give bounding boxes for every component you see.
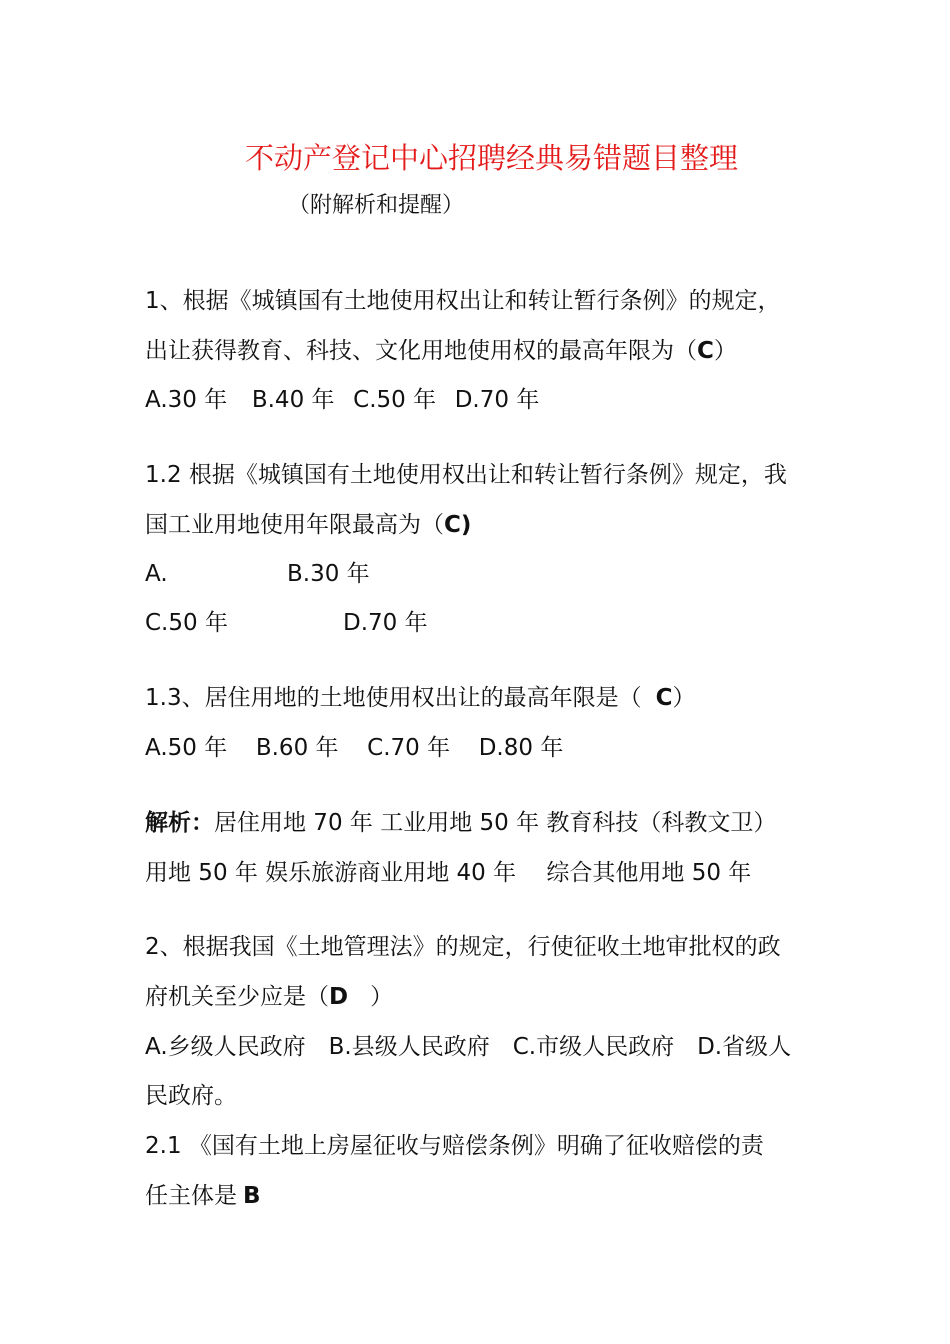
q1-option-c: C.50 年 xyxy=(353,387,437,413)
q2-stem-line2 xyxy=(145,986,393,1009)
analysis-line1 xyxy=(145,812,776,835)
q2-stem-text: 府机关至少应是（ xyxy=(145,984,329,1010)
analysis-label: 解析： xyxy=(145,810,214,836)
q2-1-stem-text: 任主体是 xyxy=(145,1183,237,1209)
q1-answer: C xyxy=(697,338,714,364)
q1-3-option-b: B.60 年 xyxy=(255,735,339,761)
q1-2-stem-line2 xyxy=(145,514,471,537)
q1-stem-text: 出让获得教育、科技、文化用地使用权的最高年限为（ xyxy=(145,338,697,364)
q1-3-option-d: D.80 年 xyxy=(478,735,564,761)
q1-option-b: B.40 年 xyxy=(251,387,335,413)
q1-3-options xyxy=(145,737,563,760)
q1-3-stem xyxy=(145,687,695,710)
q1-2-option-d: D.70 年 xyxy=(343,610,428,636)
q1-2-option-a: A. xyxy=(145,561,168,587)
q2-answer: D xyxy=(329,984,349,1010)
q1-3-option-c: C.70 年 xyxy=(367,735,451,761)
q2-options-line2: 民政府。 xyxy=(145,1083,237,1109)
q1-2-option-c: C.50 年 xyxy=(145,610,228,636)
q1-2-stem-line1: 1.2 根据《城镇国有土地使用权出让和转让暂行条例》规定，我 xyxy=(145,462,787,488)
document-title: 不动产登记中心招聘经典易错题目整理 xyxy=(245,141,739,175)
document-subtitle: （附解析和提醒） xyxy=(288,193,465,218)
q2-1-answer: B xyxy=(243,1183,261,1209)
q1-2-answer: C) xyxy=(444,512,472,538)
q1-stem-line1: 1、根据《城镇国有土地使用权出让和转让暂行条例》的规定， xyxy=(145,288,781,314)
q1-2-option-b: B.30 年 xyxy=(287,561,370,587)
q1-3-close: ） xyxy=(672,685,696,711)
q2-1-stem-line1: 2.1 《国有土地上房屋征收与赔偿条例》明确了征收赔偿的责 xyxy=(145,1133,764,1159)
q2-options-line1: A.乡级人民政府 B.县级人民政府 C.市级人民政府 D.省级人 xyxy=(145,1034,792,1060)
q1-option-a: A.30 年 xyxy=(145,387,228,413)
q1-2-stem-text: 国工业用地使用年限最高为（ xyxy=(145,512,444,538)
q1-3-option-a: A.50 年 xyxy=(145,735,228,761)
q1-close: ） xyxy=(713,338,737,364)
q2-stem-line1: 2、根据我国《土地管理法》的规定，行使征收土地审批权的政 xyxy=(145,934,781,960)
q1-3-stem-text: 1.3、居住用地的土地使用权出让的最高年限是（ xyxy=(145,685,642,711)
q2-close: ） xyxy=(370,984,394,1010)
q1-option-d: D.70 年 xyxy=(454,387,540,413)
q1-3-answer: C xyxy=(655,685,673,711)
q2-1-stem-line2 xyxy=(145,1185,261,1208)
q1-stem-line2 xyxy=(145,340,737,363)
q1-options xyxy=(145,389,539,412)
analysis-text-1: 居住用地 70 年 工业用地 50 年 教育科技（科教文卫） xyxy=(214,810,777,836)
analysis-line2: 用地 50 年 娱乐旅游商业用地 40 年 综合其他用地 50 年 xyxy=(145,860,752,886)
